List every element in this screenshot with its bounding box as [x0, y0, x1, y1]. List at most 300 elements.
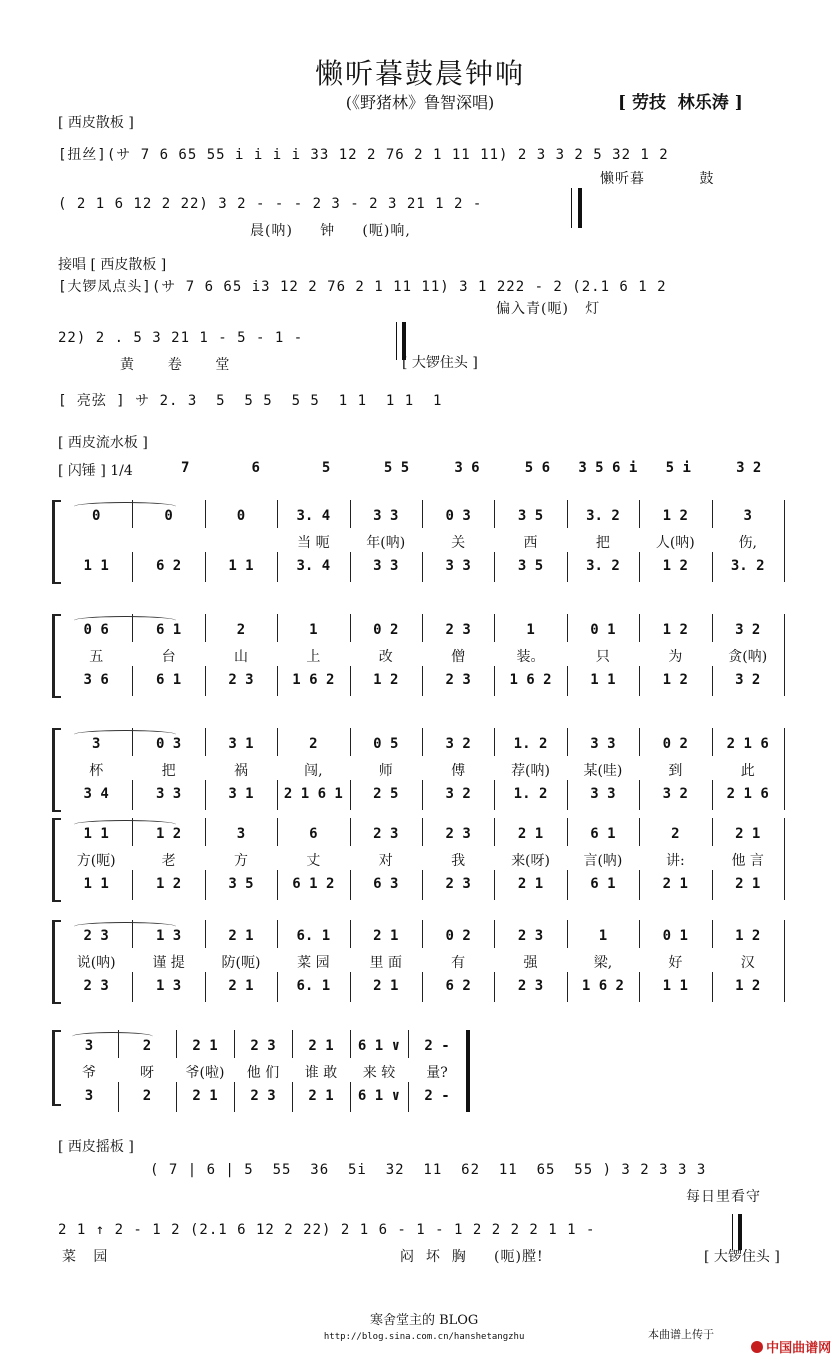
lyric-syllable: 人(呐) [655, 535, 695, 551]
barline [639, 552, 640, 582]
lyric-syllable: 谨 提 [152, 955, 185, 971]
lyric-row [60, 532, 784, 552]
accomp-note: 6 1 2 [292, 876, 335, 892]
barline [205, 780, 206, 810]
accomp-note: 2 1 [735, 876, 761, 892]
voice-note: 6 1 [590, 826, 616, 842]
accomp-note: 2 1 [373, 978, 399, 994]
accomp-note: 1 1 [83, 558, 109, 574]
accomp-note: 3 2 [662, 786, 688, 802]
lyric-syllable: 防(呃) [221, 955, 261, 971]
voice-note: 1 [526, 622, 535, 638]
barline [205, 870, 206, 900]
lyric-syllable: 他 们 [246, 1065, 280, 1081]
lyric-syllable [205, 532, 277, 552]
voice-note: 1 3 [155, 928, 182, 944]
barline [422, 552, 423, 582]
lyric-syllable: 西 [523, 535, 538, 551]
barline [118, 1082, 119, 1112]
lyric-syllable: 来 较 [362, 1065, 396, 1081]
accomp-note: 3 6 [83, 672, 109, 688]
accomp-note: 3 3 [155, 786, 182, 802]
slur [74, 922, 175, 931]
accomp-note: 1 1 [662, 978, 688, 994]
slur [74, 502, 175, 511]
barline [350, 1082, 351, 1112]
lyric-syllable: 山 [233, 649, 248, 665]
lyric-syllable: 傅 [451, 763, 466, 779]
barline [277, 972, 278, 1002]
voice-note: 0 2 [373, 622, 399, 638]
accomp-note: 1 1 [590, 672, 616, 688]
lyric-line-1: 懒听暮 鼓 [600, 171, 715, 187]
accomp-note: 6 3 [373, 876, 399, 892]
lyric-syllable: 当 呃 [297, 535, 330, 551]
accomp-note: 1 6 2 [292, 672, 335, 688]
barline [205, 728, 206, 756]
voice-note: 1 2 [735, 928, 761, 944]
lyric-syllable: 我 [451, 853, 466, 869]
barline [494, 500, 495, 528]
double-barline [732, 1214, 733, 1250]
lyric-row [60, 1062, 466, 1082]
barline [422, 818, 423, 846]
voice-note: 0 1 [590, 622, 616, 638]
accomp-note: 3 5 [517, 558, 544, 574]
double-barline [571, 188, 572, 228]
voice-note: 3 3 [373, 508, 399, 524]
barline [277, 666, 278, 696]
barline [132, 666, 133, 696]
barline [712, 818, 713, 846]
accomp-note: 1 6 2 [581, 978, 624, 994]
prelude-cell: 6 [251, 460, 260, 476]
score-system [60, 614, 784, 704]
accomp-note: 3 5 [228, 876, 254, 892]
voice-note: 1 2 [155, 826, 182, 842]
lyric-syllable: 好 [668, 955, 683, 971]
accomp-note: 6. 1 [296, 978, 331, 994]
lyric-syllable: 有 [451, 955, 466, 971]
barline [567, 972, 568, 1002]
voice-note: 3 5 [517, 508, 544, 524]
barline [567, 818, 568, 846]
voice-note: 2 1 [308, 1038, 334, 1054]
barline [277, 818, 278, 846]
barline [205, 920, 206, 948]
accomp-note: 1 1 [83, 876, 109, 892]
lyric-syllable: 台 [161, 649, 176, 665]
barline [277, 552, 278, 582]
lyric-line-7b: 闷 坏 胸 (呃)膛! [400, 1249, 544, 1265]
barline [494, 728, 495, 756]
accomp-note: 2 3 [445, 876, 471, 892]
lyric-syllable: 丈 [306, 853, 321, 869]
accomp-note: 6 1 [155, 672, 182, 688]
accomp-note: 6 1 ∨ [357, 1088, 401, 1104]
barline [132, 972, 133, 1002]
blog-name: 寒舍堂主的 BLOG [369, 1313, 479, 1328]
voice-note: 2 3 [83, 928, 109, 944]
accomp-note: 6 2 [155, 558, 182, 574]
barline [350, 728, 351, 756]
barline [784, 818, 785, 900]
lyric-syllable: 到 [668, 763, 683, 779]
lyric-syllable: 爷 [82, 1065, 96, 1081]
voice-note: 0 1 [662, 928, 688, 944]
barline [277, 500, 278, 528]
score-line-6: ( 7 | 6 | 5 55 36 5i 32 11 62 11 65 55 ) 3 2 3 3 3 [150, 1162, 707, 1178]
lyric-syllable: 贪(呐) [728, 649, 768, 665]
barline [350, 972, 351, 1002]
section-label-xipi-yaoban: [ 西皮摇板 ] [58, 1139, 134, 1155]
accomp-note: 6 1 [590, 876, 616, 892]
accomp-note: 3 2 [445, 786, 471, 802]
barline [712, 666, 713, 696]
voice-note: 3 1 [228, 736, 254, 752]
final-barline [738, 1214, 742, 1250]
lyric-syllable: 爷(啦) [185, 1065, 225, 1081]
lyric-syllable: 量? [426, 1065, 448, 1081]
barline [234, 1082, 235, 1112]
voice-note: 2 [236, 622, 246, 638]
barline [567, 500, 568, 528]
lyric-syllable: 方(呃) [76, 853, 116, 869]
barline [494, 780, 495, 810]
voice-note: 2 1 [735, 826, 761, 842]
barline [494, 552, 495, 582]
voice-note: 2 [671, 826, 680, 842]
slur [74, 820, 175, 829]
accomp-note: 1 2 [662, 558, 688, 574]
barline [350, 780, 351, 810]
lyric-line-6: 每日里看守 [686, 1189, 761, 1205]
lyric-syllable: 只 [595, 649, 610, 665]
barline [422, 920, 423, 948]
voice-note: 3 [236, 826, 246, 842]
lyric-line-2: 晨(呐) 钟 (呃)响, [250, 223, 411, 239]
voice-note: 2 3 [445, 622, 471, 638]
barline [567, 870, 568, 900]
barline [350, 818, 351, 846]
lyric-syllable: 对 [378, 853, 393, 869]
barline [132, 780, 133, 810]
barline [494, 614, 495, 642]
voice-note: 2 3 [250, 1038, 276, 1054]
accomp-note: 2 5 [373, 786, 399, 802]
barline [712, 728, 713, 756]
accomp-note: 1 6 2 [509, 672, 552, 688]
accomp-note: 2 3 [228, 672, 254, 688]
score-system [60, 818, 784, 908]
lyric-syllable: 讲: [665, 853, 685, 869]
barline [567, 552, 568, 582]
barline [567, 780, 568, 810]
accomp-note: 2 3 [445, 672, 471, 688]
barline [712, 972, 713, 1002]
barline [784, 920, 785, 1002]
barline [350, 920, 351, 948]
voice-note: 3 2 [445, 736, 471, 752]
barline [639, 870, 640, 900]
voice-note: 2 1 [373, 928, 399, 944]
lyric-syllable: 僧 [451, 649, 466, 665]
barline [408, 1030, 409, 1058]
voice-note: 1 [309, 622, 318, 638]
voice-note: 2 3 [445, 826, 471, 842]
slur [72, 1032, 153, 1041]
lyric-syllable: 五 [89, 649, 104, 665]
barline [205, 614, 206, 642]
lyric-syllable: 师 [378, 763, 393, 779]
prelude-label: [ 闪锤 ] 1/4 [58, 463, 133, 479]
accomp-note: 1 3 [155, 978, 182, 994]
voice-note: 1 2 [662, 622, 688, 638]
barline [494, 920, 495, 948]
lyric-syllable: 来(呀) [511, 853, 550, 869]
lyric-syllable: 他 言 [731, 853, 764, 869]
barline [494, 818, 495, 846]
barline [639, 500, 640, 528]
barline [639, 818, 640, 846]
voice-note: 3. 2 [586, 508, 620, 524]
barline [205, 972, 206, 1002]
percussion-label: [ 大锣住头 ] [704, 1249, 780, 1265]
barline [350, 552, 351, 582]
lyric-syllable: 祸 [233, 763, 248, 779]
prelude-cell: 5 6 [524, 460, 551, 476]
accomp-note: 3 2 [735, 672, 761, 688]
barline [132, 552, 133, 582]
score-line-3: [大锣凤点头](サ 7 6 65 i3 12 2 76 2 1 11 11) 3 1 222 - 2 (2.1 6 1 2 [58, 279, 667, 295]
accomp-note: 2 1 [517, 876, 544, 892]
voice-note: 6. 1 [296, 928, 331, 944]
accomp-note: 3 3 [445, 558, 471, 574]
voice-note: 2 1 [192, 1038, 218, 1054]
barline [205, 666, 206, 696]
slur [74, 616, 175, 625]
site-name: 中国曲谱网 [766, 1341, 832, 1356]
voice-note: 0 2 [445, 928, 471, 944]
barline [422, 666, 423, 696]
accomp-note: 2 1 [662, 876, 688, 892]
barline [712, 920, 713, 948]
barline [494, 666, 495, 696]
barline [639, 972, 640, 1002]
accomp-note: 1 2 [735, 978, 761, 994]
barline [176, 1082, 177, 1112]
accomp-note: 3 3 [590, 786, 616, 802]
lyric-syllable: 荐(呐) [511, 763, 550, 779]
accomp-note: 2 1 [308, 1088, 334, 1104]
lyric-row [60, 850, 784, 870]
credit-label: [ 劳技 林乐涛 ] [618, 93, 743, 113]
barline [494, 870, 495, 900]
lyric-syllable: 改 [378, 649, 393, 665]
barline [784, 614, 785, 696]
voice-note: 0 5 [373, 736, 399, 752]
barline [567, 920, 568, 948]
prelude-cell: 5 [321, 460, 331, 476]
voice-note: 0 3 [155, 736, 182, 752]
lyric-row [60, 952, 784, 972]
score-system [60, 920, 784, 1010]
accomp-note: 2 - [424, 1088, 450, 1104]
lyric-syllable: 强 [523, 955, 538, 971]
score-system [60, 500, 784, 590]
slur [74, 730, 175, 739]
lyric-syllable: 谁 敢 [304, 1065, 338, 1081]
barline [567, 614, 568, 642]
accomp-note: 3 4 [83, 786, 109, 802]
voice-note: 2 3 [373, 826, 399, 842]
barline [205, 552, 206, 582]
accomp-note: 1 2 [155, 876, 182, 892]
lyric-syllable [60, 532, 132, 552]
voice-note: 0 [164, 508, 173, 524]
barline [205, 818, 206, 846]
lyric-syllable: 伤, [738, 535, 757, 551]
lyric-line-4: 黄 卷 堂 [120, 357, 231, 373]
lyric-syllable: 此 [740, 763, 755, 779]
voice-note: 3 [84, 1038, 94, 1054]
voice-note: 0 [91, 508, 101, 524]
lyric-syllable: 菜 园 [297, 955, 330, 971]
accomp-note: 1. 2 [513, 786, 548, 802]
accomp-note: 3 1 [228, 786, 254, 802]
barline [712, 870, 713, 900]
voice-note: 2 [142, 1038, 152, 1054]
barline [176, 1030, 177, 1058]
lyric-syllable: 某(哇) [583, 763, 623, 779]
voice-note: 6 [309, 826, 318, 842]
upload-note: 本曲谱上传于 [648, 1328, 714, 1341]
prelude-cell: 3 2 [736, 460, 762, 476]
lyric-syllable: 言(呐) [583, 853, 623, 869]
score-line-7: 2 1 ↑ 2 - 1 2 (2.1 6 12 2 22) 2 1 6 - 1 - 1 2 2 2 2 1 1 - [58, 1222, 596, 1238]
barline [712, 780, 713, 810]
barline [639, 780, 640, 810]
lyric-row [60, 760, 784, 780]
lyric-syllable: 把 [595, 535, 610, 551]
final-barline [578, 188, 582, 228]
voice-note: 2 [309, 736, 318, 752]
voice-note: 0 [236, 508, 246, 524]
lyric-syllable: 杯 [89, 763, 104, 779]
barline [277, 920, 278, 948]
barline [422, 728, 423, 756]
lyric-row [60, 646, 784, 666]
lyric-syllable: 把 [161, 763, 176, 779]
accomp-note: 3 [84, 1088, 94, 1104]
lyric-syllable: 老 [161, 853, 176, 869]
lyric-line-7a: 菜 园 [62, 1249, 109, 1265]
accomp-note: 3 3 [373, 558, 399, 574]
accomp-note: 2 3 [83, 978, 109, 994]
voice-note: 0 3 [445, 508, 471, 524]
voice-note: 0 6 [83, 622, 109, 638]
score-system [60, 728, 784, 818]
lyric-syllable: 关 [451, 535, 466, 551]
prelude-row [150, 450, 784, 484]
accomp-note: 6 2 [445, 978, 471, 994]
score-line-2: ( 2 1 6 12 2 22) 3 2 - - - 2 3 - 2 3 21 1 2 - [58, 196, 483, 212]
barline [422, 500, 423, 528]
lyric-syllable: 闯, [304, 763, 323, 779]
voice-note: 3. 4 [296, 508, 331, 524]
barline [350, 500, 351, 528]
score-line-4: 22) 2 . 5 3 21 1 - 5 - 1 - [58, 330, 304, 346]
barline [639, 614, 640, 642]
blog-url[interactable]: http://blog.sina.com.cn/hanshetangzhu [323, 1332, 525, 1342]
voice-note: 2 1 [228, 928, 254, 944]
voice-note: 3 2 [735, 622, 761, 638]
lyric-syllable: 汉 [740, 955, 755, 971]
barline [639, 666, 640, 696]
barline [712, 552, 713, 582]
barline [292, 1030, 293, 1058]
accomp-note: 2 1 6 [726, 786, 769, 802]
barline [784, 500, 785, 582]
voice-note: 6 1 ∨ [357, 1038, 401, 1054]
barline [422, 614, 423, 642]
accomp-note: 2 1 [228, 978, 254, 994]
barline [422, 780, 423, 810]
barline [350, 614, 351, 642]
barline [567, 666, 568, 696]
page-title: 懒听暮鼓晨钟响 [314, 57, 525, 90]
lyric-syllable: 梁, [593, 955, 613, 971]
voice-note: 1 2 [662, 508, 688, 524]
barline [408, 1082, 409, 1112]
lyric-syllable: 装。 [516, 649, 545, 665]
site-logo-icon [751, 1341, 763, 1353]
page-subtitle: (《野猪林》鲁智深唱) [345, 93, 495, 112]
barline [277, 614, 278, 642]
accomp-note: 2 1 [192, 1088, 218, 1104]
lyric-syllable: 里 面 [369, 955, 402, 971]
voice-note: 2 - [424, 1038, 450, 1054]
percussion-label: [ 大锣住头 ] [402, 355, 478, 371]
barline [712, 500, 713, 528]
accomp-note: 1 2 [373, 672, 399, 688]
voice-note: 1. 2 [513, 736, 548, 752]
barline [277, 728, 278, 756]
barline [277, 870, 278, 900]
voice-note: 1 1 [83, 826, 109, 842]
voice-note: 1 [598, 928, 608, 944]
voice-note: 2 1 [517, 826, 544, 842]
accomp-note: 3. 4 [296, 558, 331, 574]
accomp-note: 2 1 6 1 [283, 786, 343, 802]
barline [350, 1030, 351, 1058]
barline [277, 780, 278, 810]
section-label-xipi-liushui: [ 西皮流水板 ] [58, 435, 148, 451]
lyric-syllable: 说(呐) [76, 955, 116, 971]
blog-credit [0, 1294, 840, 1343]
voice-note: 2 1 6 [726, 736, 769, 752]
barline [567, 728, 568, 756]
prelude-cell: 5 5 [383, 460, 410, 476]
barline [494, 972, 495, 1002]
prelude-cell: 3 6 [454, 460, 480, 476]
lyric-syllable: 年(呐) [366, 535, 406, 551]
accomp-note: 3. 2 [730, 558, 765, 574]
voice-note: 3 3 [590, 736, 616, 752]
prelude-cell: 3 5 6 i [578, 460, 638, 476]
lyric-syllable [132, 532, 204, 552]
barline [712, 614, 713, 642]
